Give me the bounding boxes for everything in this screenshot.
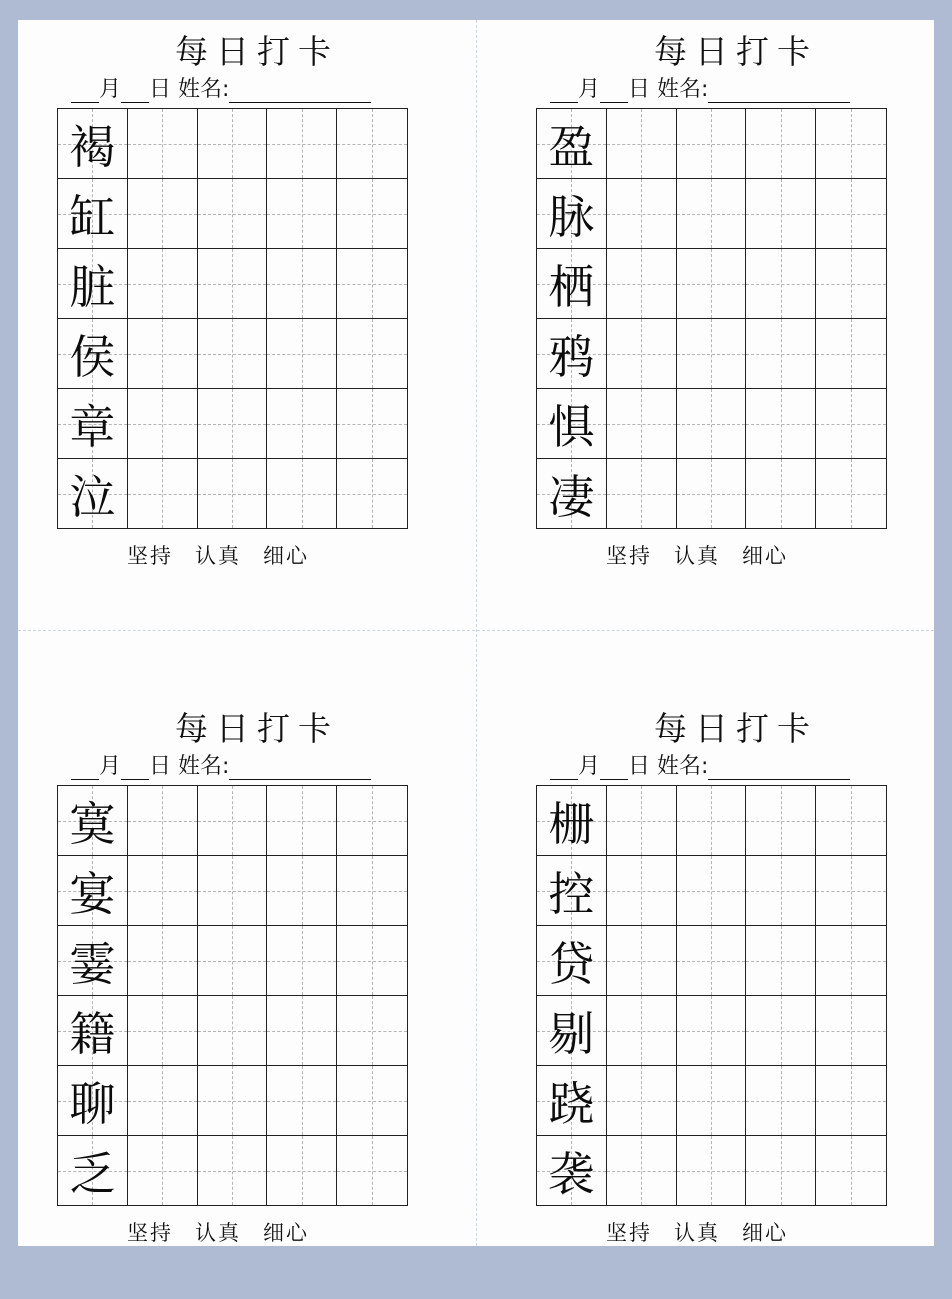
model-character: 褐 bbox=[69, 119, 116, 174]
practice-card-1 bbox=[57, 22, 457, 622]
name-blank[interactable] bbox=[708, 80, 850, 103]
practice-cell[interactable] bbox=[198, 1136, 268, 1205]
writing-grid bbox=[57, 108, 408, 529]
practice-cell[interactable] bbox=[816, 179, 886, 248]
motto-line bbox=[606, 1217, 886, 1247]
practice-cell[interactable] bbox=[677, 319, 747, 388]
motto-word: 坚持 bbox=[127, 544, 173, 568]
model-cell bbox=[537, 926, 607, 995]
day-label: 日 bbox=[628, 754, 651, 779]
practice-cell[interactable] bbox=[607, 319, 677, 388]
model-cell bbox=[58, 1066, 128, 1135]
model-cell bbox=[537, 179, 607, 248]
practice-cell[interactable] bbox=[267, 249, 337, 318]
horizontal-cut-line bbox=[18, 630, 934, 631]
practice-cell[interactable] bbox=[816, 249, 886, 318]
month-label: 月 bbox=[99, 77, 122, 102]
motto-line bbox=[606, 540, 886, 570]
name-label: 姓名: bbox=[178, 754, 230, 779]
practice-cell[interactable] bbox=[677, 926, 747, 995]
card-title: 每日打卡 bbox=[175, 709, 339, 748]
practice-cell[interactable] bbox=[607, 926, 677, 995]
model-cell bbox=[537, 1136, 607, 1205]
practice-cell[interactable] bbox=[267, 926, 337, 995]
grid-row bbox=[58, 319, 407, 389]
practice-cell[interactable] bbox=[337, 1066, 407, 1135]
card-title: 每日打卡 bbox=[654, 709, 818, 748]
practice-cell[interactable] bbox=[337, 1136, 407, 1205]
practice-cell[interactable] bbox=[677, 996, 747, 1065]
grid-row bbox=[58, 1066, 407, 1136]
practice-cell[interactable] bbox=[746, 459, 816, 528]
practice-cell[interactable] bbox=[677, 179, 747, 248]
practice-cell[interactable] bbox=[337, 856, 407, 925]
day-blank[interactable] bbox=[121, 757, 149, 780]
model-character: 剔 bbox=[548, 1006, 595, 1061]
model-character: 栖 bbox=[548, 259, 595, 314]
practice-cell[interactable] bbox=[607, 249, 677, 318]
model-cell bbox=[58, 179, 128, 248]
practice-cell[interactable] bbox=[267, 1066, 337, 1135]
model-cell bbox=[58, 389, 128, 458]
practice-cell[interactable] bbox=[198, 1066, 268, 1135]
model-character: 控 bbox=[548, 866, 595, 921]
model-character: 宴 bbox=[69, 866, 116, 921]
practice-cell[interactable] bbox=[677, 1066, 747, 1135]
grid-row bbox=[58, 856, 407, 926]
model-character: 盈 bbox=[548, 119, 595, 174]
practice-cell[interactable] bbox=[607, 996, 677, 1065]
motto-line bbox=[127, 540, 407, 570]
model-cell bbox=[537, 249, 607, 318]
practice-cell[interactable] bbox=[746, 109, 816, 178]
practice-cell[interactable] bbox=[128, 996, 198, 1065]
model-character: 脉 bbox=[548, 189, 595, 244]
grid-row bbox=[58, 926, 407, 996]
writing-grid bbox=[536, 785, 887, 1206]
motto-word: 认真 bbox=[674, 544, 720, 568]
practice-cell[interactable] bbox=[677, 856, 747, 925]
practice-cell[interactable] bbox=[128, 926, 198, 995]
practice-cell[interactable] bbox=[677, 109, 747, 178]
practice-cell[interactable] bbox=[128, 856, 198, 925]
practice-cell[interactable] bbox=[128, 109, 198, 178]
model-character: 籍 bbox=[69, 1006, 116, 1061]
practice-cell[interactable] bbox=[607, 179, 677, 248]
day-blank[interactable] bbox=[600, 757, 628, 780]
model-character: 贷 bbox=[548, 936, 595, 991]
motto-word: 细心 bbox=[263, 1221, 309, 1245]
model-character: 脏 bbox=[69, 259, 116, 314]
month-blank[interactable] bbox=[550, 757, 578, 780]
motto-word: 细心 bbox=[742, 544, 788, 568]
day-blank[interactable] bbox=[121, 80, 149, 103]
grid-row bbox=[58, 786, 407, 856]
practice-cell[interactable] bbox=[198, 996, 268, 1065]
practice-cell[interactable] bbox=[677, 389, 747, 458]
day-blank[interactable] bbox=[600, 80, 628, 103]
grid-row bbox=[537, 109, 886, 179]
practice-cell[interactable] bbox=[128, 786, 198, 855]
writing-grid bbox=[536, 108, 887, 529]
practice-cell[interactable] bbox=[816, 926, 886, 995]
writing-grid bbox=[57, 785, 408, 1206]
practice-cell[interactable] bbox=[816, 109, 886, 178]
grid-row bbox=[537, 459, 886, 528]
practice-cell[interactable] bbox=[198, 856, 268, 925]
practice-cell[interactable] bbox=[816, 996, 886, 1065]
grid-row bbox=[537, 1136, 886, 1205]
model-character: 霎 bbox=[69, 936, 116, 991]
model-cell bbox=[58, 459, 128, 528]
date-name-line bbox=[550, 72, 890, 102]
practice-cell[interactable] bbox=[746, 1136, 816, 1205]
practice-cell[interactable] bbox=[337, 109, 407, 178]
grid-row bbox=[58, 389, 407, 459]
day-label: 日 bbox=[149, 754, 172, 779]
grid-row bbox=[537, 179, 886, 249]
name-label: 姓名: bbox=[657, 754, 709, 779]
practice-cell[interactable] bbox=[267, 786, 337, 855]
practice-cell[interactable] bbox=[337, 249, 407, 318]
day-label: 日 bbox=[149, 77, 172, 102]
model-cell bbox=[58, 1136, 128, 1205]
practice-cell[interactable] bbox=[128, 319, 198, 388]
grid-row bbox=[58, 179, 407, 249]
practice-cell[interactable] bbox=[816, 1066, 886, 1135]
model-cell bbox=[58, 319, 128, 388]
practice-cell[interactable] bbox=[746, 856, 816, 925]
practice-cell[interactable] bbox=[337, 319, 407, 388]
model-character: 泣 bbox=[69, 469, 116, 524]
practice-cell[interactable] bbox=[816, 319, 886, 388]
practice-cell[interactable] bbox=[746, 996, 816, 1065]
model-character: 章 bbox=[69, 399, 116, 454]
date-name-line bbox=[550, 749, 890, 779]
practice-cell[interactable] bbox=[198, 319, 268, 388]
practice-cell[interactable] bbox=[816, 786, 886, 855]
practice-cell[interactable] bbox=[746, 926, 816, 995]
model-cell bbox=[537, 786, 607, 855]
model-character: 缸 bbox=[69, 189, 116, 244]
date-name-line bbox=[71, 72, 411, 102]
motto-word: 坚持 bbox=[606, 544, 652, 568]
grid-row bbox=[537, 996, 886, 1066]
model-cell bbox=[58, 786, 128, 855]
practice-cell[interactable] bbox=[267, 459, 337, 528]
practice-cell[interactable] bbox=[128, 249, 198, 318]
practice-cell[interactable] bbox=[267, 1136, 337, 1205]
practice-cell[interactable] bbox=[128, 1136, 198, 1205]
motto-word: 细心 bbox=[263, 544, 309, 568]
practice-cell[interactable] bbox=[128, 179, 198, 248]
practice-cell[interactable] bbox=[746, 249, 816, 318]
model-cell bbox=[537, 109, 607, 178]
model-character: 寞 bbox=[69, 796, 116, 851]
model-cell bbox=[537, 389, 607, 458]
practice-cell[interactable] bbox=[337, 786, 407, 855]
practice-cell[interactable] bbox=[816, 389, 886, 458]
grid-row bbox=[58, 1136, 407, 1205]
practice-cell[interactable] bbox=[607, 786, 677, 855]
practice-cell[interactable] bbox=[816, 856, 886, 925]
grid-row bbox=[537, 786, 886, 856]
name-blank[interactable] bbox=[229, 757, 371, 780]
model-character: 侯 bbox=[69, 329, 116, 384]
grid-row bbox=[58, 109, 407, 179]
practice-cell[interactable] bbox=[816, 459, 886, 528]
practice-cell[interactable] bbox=[746, 179, 816, 248]
name-label: 姓名: bbox=[657, 77, 709, 102]
motto-line bbox=[127, 1217, 407, 1247]
practice-cell[interactable] bbox=[337, 459, 407, 528]
practice-cell[interactable] bbox=[337, 179, 407, 248]
model-cell bbox=[537, 856, 607, 925]
grid-row bbox=[537, 389, 886, 459]
practice-cell[interactable] bbox=[267, 109, 337, 178]
model-character: 袭 bbox=[548, 1146, 595, 1201]
model-character: 鸦 bbox=[548, 329, 595, 384]
month-label: 月 bbox=[578, 77, 601, 102]
month-blank[interactable] bbox=[71, 80, 99, 103]
practice-cell[interactable] bbox=[128, 1066, 198, 1135]
motto-word: 认真 bbox=[674, 1221, 720, 1245]
motto-word: 认真 bbox=[195, 1221, 241, 1245]
motto-word: 认真 bbox=[195, 544, 241, 568]
month-label: 月 bbox=[99, 754, 122, 779]
model-cell bbox=[537, 459, 607, 528]
practice-cell[interactable] bbox=[198, 786, 268, 855]
model-cell bbox=[58, 856, 128, 925]
model-character: 聊 bbox=[69, 1076, 116, 1131]
month-blank[interactable] bbox=[71, 757, 99, 780]
practice-cell[interactable] bbox=[198, 926, 268, 995]
practice-cell[interactable] bbox=[128, 389, 198, 458]
model-character: 栅 bbox=[548, 796, 595, 851]
model-cell bbox=[58, 926, 128, 995]
date-name-line bbox=[71, 749, 411, 779]
model-cell bbox=[537, 319, 607, 388]
model-character: 惧 bbox=[548, 399, 595, 454]
grid-row bbox=[537, 319, 886, 389]
month-label: 月 bbox=[578, 754, 601, 779]
model-character: 凄 bbox=[548, 469, 595, 524]
model-cell bbox=[58, 109, 128, 178]
practice-cell[interactable] bbox=[677, 459, 747, 528]
grid-row bbox=[58, 249, 407, 319]
practice-cell[interactable] bbox=[607, 1136, 677, 1205]
practice-cell[interactable] bbox=[816, 1136, 886, 1205]
practice-cell[interactable] bbox=[746, 389, 816, 458]
practice-card-2 bbox=[536, 22, 936, 622]
model-cell bbox=[58, 996, 128, 1065]
practice-cell[interactable] bbox=[677, 249, 747, 318]
grid-row bbox=[58, 459, 407, 528]
day-label: 日 bbox=[628, 77, 651, 102]
grid-row bbox=[537, 1066, 886, 1136]
model-character: 乏 bbox=[69, 1146, 116, 1201]
grid-row bbox=[58, 996, 407, 1066]
name-blank[interactable] bbox=[229, 80, 371, 103]
practice-cell[interactable] bbox=[337, 926, 407, 995]
practice-cell[interactable] bbox=[607, 1066, 677, 1135]
card-title: 每日打卡 bbox=[654, 32, 818, 71]
motto-word: 坚持 bbox=[127, 1221, 173, 1245]
name-blank[interactable] bbox=[708, 757, 850, 780]
practice-cell[interactable] bbox=[677, 1136, 747, 1205]
practice-cell[interactable] bbox=[746, 786, 816, 855]
practice-cell[interactable] bbox=[267, 856, 337, 925]
practice-cell[interactable] bbox=[128, 459, 198, 528]
model-cell bbox=[58, 249, 128, 318]
practice-cell[interactable] bbox=[198, 389, 268, 458]
vertical-cut-line bbox=[476, 20, 477, 1246]
model-cell bbox=[537, 996, 607, 1065]
grid-row bbox=[537, 926, 886, 996]
practice-cell[interactable] bbox=[267, 179, 337, 248]
practice-cell[interactable] bbox=[198, 249, 268, 318]
practice-cell[interactable] bbox=[198, 109, 268, 178]
practice-cell[interactable] bbox=[267, 319, 337, 388]
practice-cell[interactable] bbox=[337, 996, 407, 1065]
practice-cell[interactable] bbox=[607, 109, 677, 178]
practice-cell[interactable] bbox=[198, 179, 268, 248]
practice-cell[interactable] bbox=[267, 996, 337, 1065]
practice-cell[interactable] bbox=[607, 459, 677, 528]
grid-row bbox=[537, 856, 886, 926]
practice-cell[interactable] bbox=[607, 389, 677, 458]
name-label: 姓名: bbox=[178, 77, 230, 102]
motto-word: 细心 bbox=[742, 1221, 788, 1245]
month-blank[interactable] bbox=[550, 80, 578, 103]
model-cell bbox=[537, 1066, 607, 1135]
practice-cell[interactable] bbox=[267, 389, 337, 458]
practice-cell[interactable] bbox=[677, 786, 747, 855]
practice-cell[interactable] bbox=[198, 459, 268, 528]
motto-word: 坚持 bbox=[606, 1221, 652, 1245]
practice-cell[interactable] bbox=[746, 319, 816, 388]
practice-card-4 bbox=[536, 699, 936, 1299]
practice-cell[interactable] bbox=[337, 389, 407, 458]
grid-row bbox=[537, 249, 886, 319]
practice-cell[interactable] bbox=[607, 856, 677, 925]
practice-card-3 bbox=[57, 699, 457, 1299]
practice-cell[interactable] bbox=[746, 1066, 816, 1135]
model-character: 跷 bbox=[548, 1076, 595, 1131]
card-title: 每日打卡 bbox=[175, 32, 339, 71]
